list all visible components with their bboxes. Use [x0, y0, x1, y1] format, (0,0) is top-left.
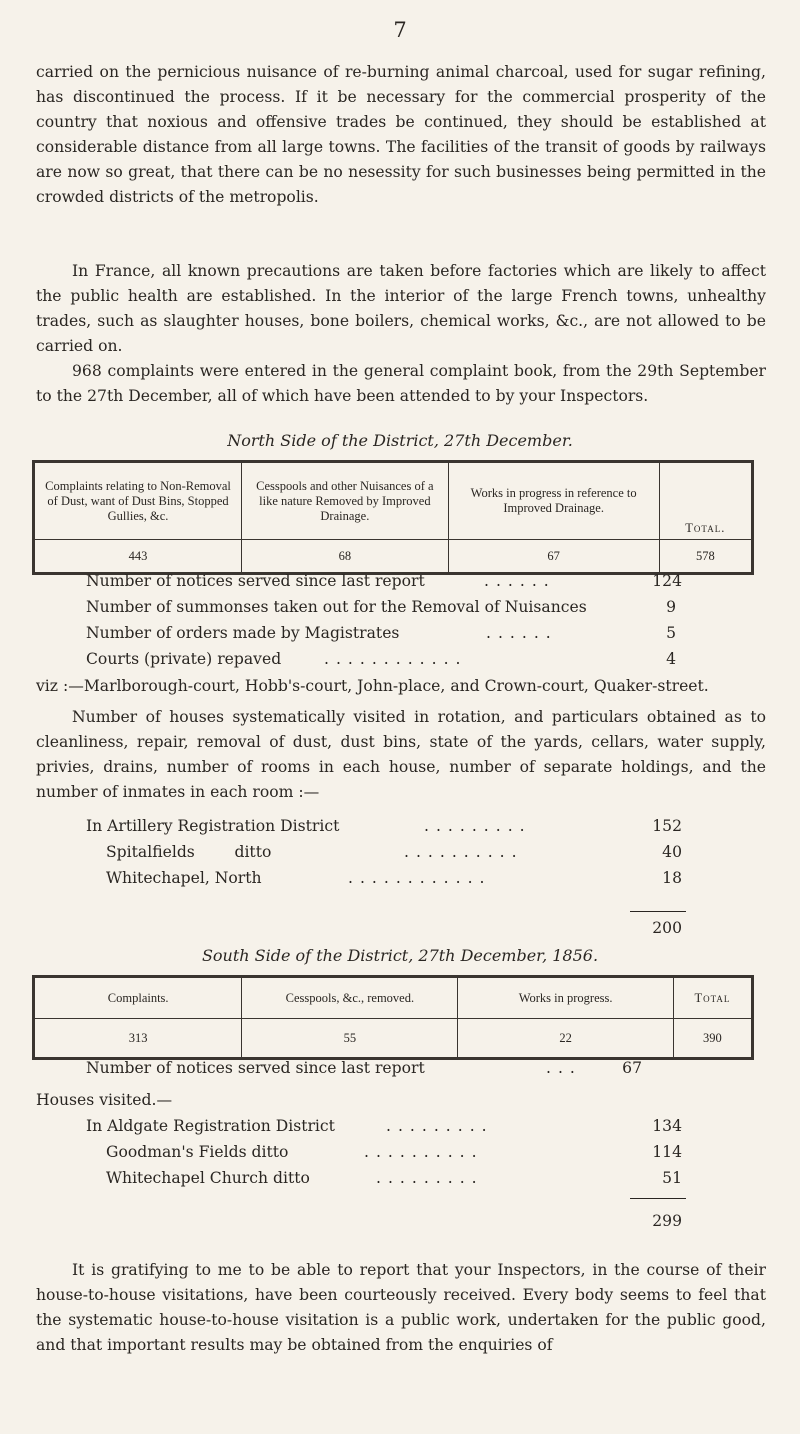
north-header-cesspools: Cesspools and other Nuisances of a like nature Removed by Improved Drainage.: [242, 462, 449, 540]
north-notices-line: Number of notices served since last report ...... 124: [86, 572, 682, 590]
south-header-complaints: Complaints.: [34, 977, 242, 1019]
south-district-aldgate: In Aldgate Registration District ......... 134: [86, 1117, 682, 1135]
paragraph-complaints: 968 complaints were entered in the general complaint book, from the 29th September to the 27th December, all of which have been attended to by your Inspectors.: [36, 362, 766, 405]
north-orders-line: Number of orders made by Magistrates ...... 5: [86, 624, 676, 642]
south-district-whitechapel-church: Whitechapel Church ditto ......... 51: [106, 1169, 682, 1187]
paragraph-houses: Number of houses systematically visited in rotation, and particulars obtained as to cleanliness, repair, removal of dust, dust bins, state of the yards, cellars, water supply, privies, drains, number of rooms in each house, number of separate holdings, and the number of inmates in each room :—: [36, 708, 766, 801]
south-value-works: 22: [458, 1019, 673, 1059]
north-value-total: 578: [659, 540, 752, 574]
south-header-works: Works in progress.: [458, 977, 673, 1019]
north-value-cesspools: 68: [242, 540, 449, 574]
north-district-spitalfields: Spitalfields ditto .......... 40: [106, 843, 682, 861]
north-caption: North Side of the District, 27th December.: [227, 431, 573, 450]
north-total-rule: [630, 911, 686, 912]
north-header-complaints: Complaints relating to Non-Removal of Dust, want of Dust Bins, Stopped Gullies, &c.: [34, 462, 242, 540]
south-value-complaints: 313: [34, 1019, 242, 1059]
north-courts-line: Courts (private) repaved ............ 4: [86, 650, 676, 668]
south-header-cesspools: Cesspools, &c., removed.: [242, 977, 458, 1019]
south-table: [32, 975, 754, 1060]
paragraph-closing: It is gratifying to me to be able to report that your Inspectors, in the course of their house-to-house visitations, have been courteously received. Every body seems to feel that the systematic house-to-house visitation is a public work, undertaken for the public good, and that important results may be obtained from the enquiries of: [36, 1261, 766, 1354]
south-total-rule: [630, 1198, 686, 1199]
north-header-works: Works in progress in reference to Improved Drainage.: [448, 462, 659, 540]
paragraph-charcoal: carried on the pernicious nuisance of re-burning animal charcoal, used for sugar refining, has discontinued the process. If it be necessary for the commercial prosperity of the country that noxious and offensive trades be continued, they should be established at considerable distance from all large towns. The facilities of the transit of goods by railways are now so great, that there can be no nesessity for such businesses being permitted in the crowded districts of the metropolis.: [36, 63, 766, 206]
south-houses-label: Houses visited.—: [36, 1091, 173, 1109]
south-value-cesspools: 55: [242, 1019, 458, 1059]
south-value-total: 390: [673, 1019, 752, 1059]
north-district-artillery: In Artillery Registration District ......... 152: [86, 817, 682, 835]
north-table: [32, 460, 754, 575]
page-number: 7: [393, 18, 407, 42]
south-total: 299: [652, 1212, 682, 1230]
north-total: 200: [652, 919, 682, 937]
south-notices-line: Number of notices served since last report ... 67: [86, 1059, 642, 1077]
south-caption: South Side of the District, 27th December, 1856.: [201, 946, 599, 965]
north-value-complaints: 443: [34, 540, 242, 574]
south-header-total: Total: [673, 977, 752, 1019]
north-viz-line: viz :—Marlborough-court, Hobb's-court, John-place, and Crown-court, Quaker-street.: [36, 677, 709, 695]
north-summonses-line: Number of summonses taken out for the Removal of Nuisances 9: [86, 598, 676, 616]
north-header-total: Total.: [659, 462, 752, 540]
north-district-whitechapel: Whitechapel, North ............ 18: [106, 869, 682, 887]
paragraph-france: In France, all known precautions are taken before factories which are likely to affect the public health are established. In the interior of the large French towns, unhealthy trades, such as slaughter houses, bone boilers, chemical works, &c., are not allowed to be carried on.: [36, 262, 766, 355]
north-value-works: 67: [448, 540, 659, 574]
south-district-goodmans: Goodman's Fields ditto .......... 114: [106, 1143, 682, 1161]
